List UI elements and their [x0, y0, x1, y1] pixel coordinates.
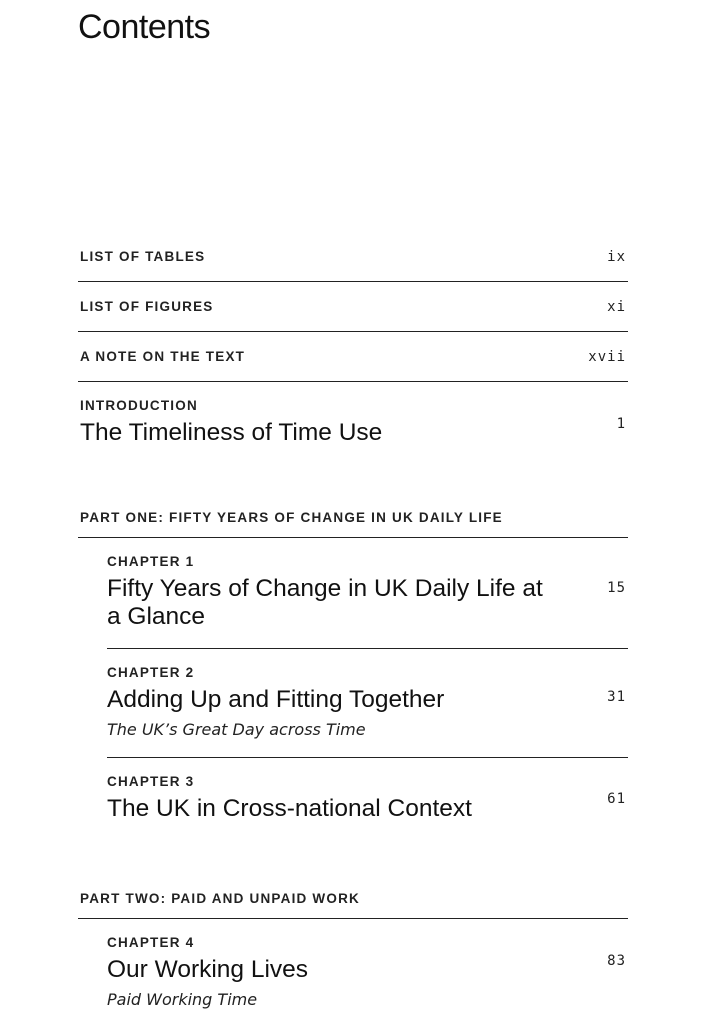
- toc-entry-label: CHAPTER 1: [107, 554, 195, 569]
- toc-entry-chapter-3[interactable]: [107, 758, 628, 844]
- toc-entry-title: The Timeliness of Time Use: [80, 419, 383, 446]
- toc-entry-note-on-text[interactable]: [78, 332, 628, 382]
- toc-page-number: ix: [607, 248, 626, 265]
- toc-entry-subtitle: The UK’s Great Day across Time: [107, 720, 366, 740]
- part-heading-label: PART TWO: PAID AND UNPAID WORK: [80, 890, 360, 906]
- toc-entry-label: CHAPTER 3: [107, 774, 195, 789]
- toc-entry-label: INTRODUCTION: [80, 398, 198, 413]
- toc-entry-list-of-figures[interactable]: [78, 282, 628, 332]
- part-heading-label: PART ONE: FIFTY YEARS OF CHANGE IN UK DAILY LIFE: [80, 509, 503, 525]
- toc-entry-label: CHAPTER 4: [107, 935, 195, 950]
- toc-page-number: 83: [607, 953, 626, 969]
- toc-entry-introduction[interactable]: [78, 382, 628, 464]
- toc-entry-subtitle: Paid Working Time: [107, 990, 258, 1010]
- toc-entry-title: Fifty Years of Change in UK Daily Life at a Glance: [107, 575, 543, 631]
- toc-entry-title: Adding Up and Fitting Together: [107, 686, 445, 713]
- toc-entry-label: LIST OF FIGURES: [80, 299, 214, 314]
- part-heading-one: [78, 497, 628, 538]
- toc-entry-chapter-1[interactable]: [107, 538, 628, 649]
- part-heading-two: [78, 878, 628, 919]
- page-title: Contents: [78, 8, 211, 46]
- toc-page-number: 15: [607, 580, 626, 596]
- toc-entry-chapter-4[interactable]: [107, 919, 628, 1025]
- toc-entry-list-of-tables[interactable]: [78, 232, 628, 282]
- toc-page-number: xi: [607, 298, 626, 315]
- toc-entry-label: A NOTE ON THE TEXT: [80, 349, 246, 364]
- toc-entry-label: LIST OF TABLES: [80, 249, 206, 264]
- toc-entry-chapter-2[interactable]: [107, 649, 628, 758]
- toc-page-number: 31: [607, 689, 626, 705]
- toc-entry-title: The UK in Cross-national Context: [107, 795, 472, 822]
- toc-entry-label: CHAPTER 2: [107, 665, 195, 680]
- toc-page-number: 1: [616, 416, 626, 432]
- table-of-contents: [78, 232, 628, 1025]
- toc-page-number: 61: [607, 791, 626, 807]
- toc-entry-title: Our Working Lives: [107, 956, 309, 983]
- toc-page-number: xvii: [588, 348, 626, 365]
